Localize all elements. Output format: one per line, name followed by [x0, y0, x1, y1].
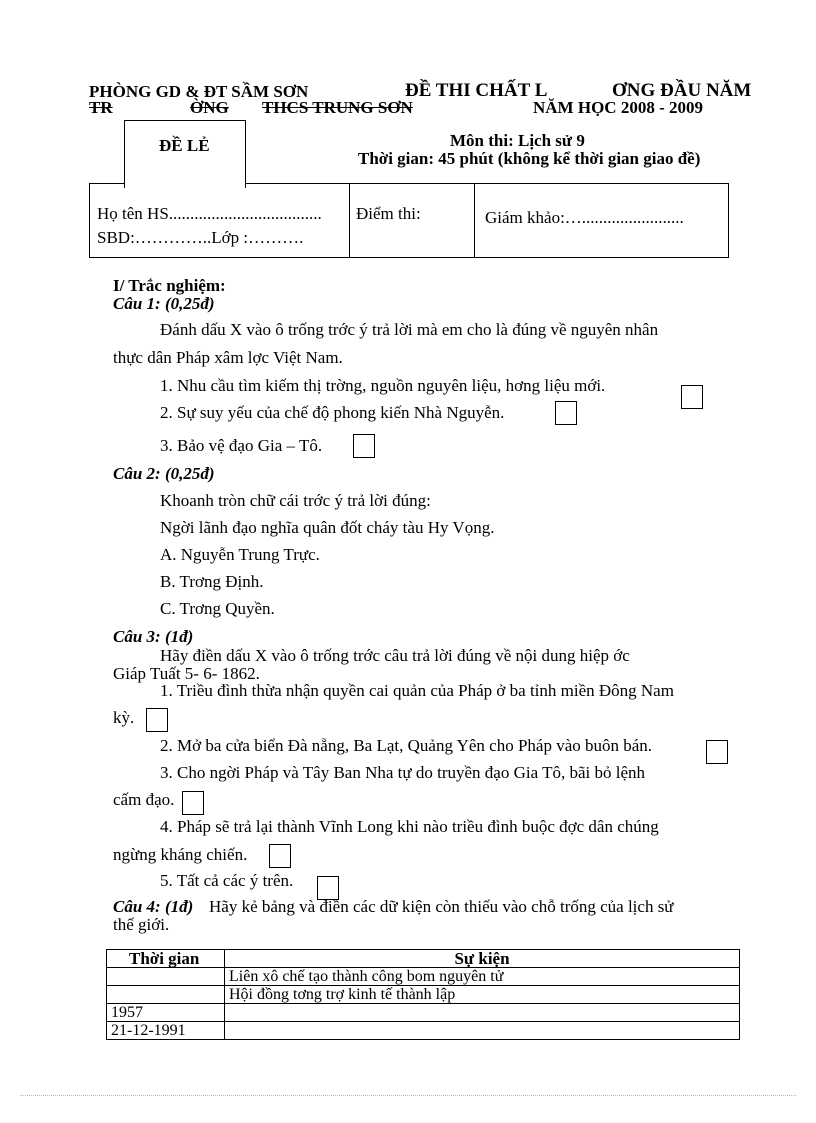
q3-prompt-line2: Giáp Tuất 5- 6- 1862. — [113, 664, 260, 683]
sbd-class-field[interactable]: SBD:…………..Lớp :………. — [97, 228, 304, 247]
school-year: NĂM HỌC 2008 - 2009 — [533, 98, 703, 117]
q1-option-2: 2. Sự suy yếu của chế độ phong kiến Nhà Nguyễn. — [160, 403, 505, 422]
q1-option-1: 1. Nhu cầu tìm kiếm thị trờng, nguồn nguyên liệu, hơng liệu mới. — [160, 376, 606, 395]
table-row — [107, 986, 740, 1004]
q3-option-1-line1: 1. Triều đình thừa nhận quyền cai quản của Pháp ở ba tỉnh miền Đông Nam — [160, 681, 674, 700]
q4-prompt-line2: thế giới. — [113, 915, 170, 934]
q1-option-1-checkbox[interactable] — [681, 385, 703, 409]
q3-option-4-checkbox[interactable] — [269, 844, 291, 868]
event-cell[interactable]: Liên xô chế tạo thành công bom nguyên tử — [225, 968, 740, 986]
time-line: Thời gian: 45 phút (không kể thời gian giao đề) — [358, 149, 701, 168]
q3-option-2: 2. Mở ba cửa biển Đà nẵng, Ba Lạt, Quảng Yên cho Pháp vào buôn bán. — [160, 736, 653, 755]
exam-title-b: ƠNG ĐẦU NĂM — [612, 80, 752, 101]
school-name-a: TR — [89, 98, 113, 117]
q2-prompt: Khoanh tròn chữ cái trớc ý trả lời đúng: — [160, 491, 431, 510]
q2-option-c[interactable]: C. Trơng Quyền. — [160, 599, 275, 618]
table-row — [107, 968, 740, 986]
q1-option-3-checkbox[interactable] — [353, 434, 375, 458]
q1-title: Câu 1: (0,25đ) — [113, 294, 215, 313]
time-cell[interactable]: 1957 — [107, 1004, 225, 1022]
school-name-b: ỜNG — [190, 98, 229, 117]
student-name-field[interactable]: Họ tên HS.................................... — [97, 204, 322, 223]
event-cell[interactable] — [225, 1022, 740, 1040]
q3-option-3-checkbox[interactable] — [182, 791, 204, 815]
dept-name: PHÒNG GD & ĐT SẦM SƠN — [89, 82, 309, 101]
time-cell[interactable]: 21-12-1991 — [107, 1022, 225, 1040]
score-field[interactable]: Điểm thi: — [356, 204, 421, 223]
q1-option-2-checkbox[interactable] — [555, 401, 577, 425]
q3-prompt-line1: Hãy điền dấu X vào ô trống trớc câu trả lời đúng về nội dung hiệp ớc — [160, 646, 630, 665]
q3-option-4-line1: 4. Pháp sẽ trả lại thành Vĩnh Long khi nào triều đình buộc đợc dân chúng — [160, 817, 659, 836]
student-info-table — [89, 183, 729, 258]
q2-question: Ngời lãnh đạo nghĩa quân đốt cháy tàu Hy Vọng. — [160, 518, 495, 537]
time-cell[interactable] — [107, 986, 225, 1004]
q1-prompt-line2: thực dân Pháp xâm lợc Việt Nam. — [113, 348, 343, 367]
school-name-c: THCS TRUNG SƠN — [262, 98, 413, 117]
section-title: I/ Trắc nghiệm: — [113, 276, 226, 295]
q3-option-3-line1: 3. Cho ngời Pháp và Tây Ban Nha tự do truyền đạo Gia Tô, bãi bỏ lệnh — [160, 763, 645, 782]
q1-prompt-line1: Đánh dấu X vào ô trống trớc ý trả lời mà em cho là đúng về nguyên nhân — [160, 320, 659, 339]
col-event-header: Sự kiện — [225, 950, 740, 968]
q2-option-a[interactable]: A. Nguyễn Trung Trực. — [160, 545, 320, 564]
events-table — [106, 949, 740, 1040]
q2-option-b[interactable]: B. Trơng Định. — [160, 572, 264, 591]
exam-variant-label: ĐỀ LẺ — [159, 136, 210, 155]
events-table-header — [107, 950, 740, 968]
q3-option-3-line2: cấm đạo. — [113, 790, 175, 809]
q3-option-1-checkbox[interactable] — [146, 708, 168, 732]
page-bottom-divider — [20, 1095, 796, 1096]
q1-option-3: 3. Bảo vệ đạo Gia – Tô. — [160, 436, 323, 455]
subject-line: Môn thi: Lịch sử 9 — [450, 131, 585, 150]
q3-option-5: 5. Tất cả các ý trên. — [160, 871, 294, 890]
q3-option-4-line2: ngừng kháng chiến. — [113, 845, 248, 864]
table-row — [107, 1022, 740, 1040]
table-row — [107, 1004, 740, 1022]
q3-option-1-line2: kỳ. — [113, 708, 135, 727]
q4-title: Câu 4: (1đ) — [113, 897, 194, 916]
q4-prompt-line1: Hãy kẻ bảng và điền các dữ kiện còn thiếu vào chỗ trống của lịch sử — [209, 897, 674, 916]
examiner-field[interactable]: Giám khảo:…........................ — [485, 208, 684, 227]
col-time-header: Thời gian — [107, 950, 225, 968]
q3-title: Câu 3: (1đ) — [113, 627, 194, 646]
exam-variant-box — [124, 120, 246, 188]
exam-title-a: ĐỀ THI CHẤT L — [405, 80, 548, 101]
q2-title: Câu 2: (0,25đ) — [113, 464, 215, 483]
time-cell[interactable] — [107, 968, 225, 986]
q3-option-2-checkbox[interactable] — [706, 740, 728, 764]
event-cell[interactable]: Hội đồng tơng trợ kinh tế thành lập — [225, 986, 740, 1004]
event-cell[interactable] — [225, 1004, 740, 1022]
